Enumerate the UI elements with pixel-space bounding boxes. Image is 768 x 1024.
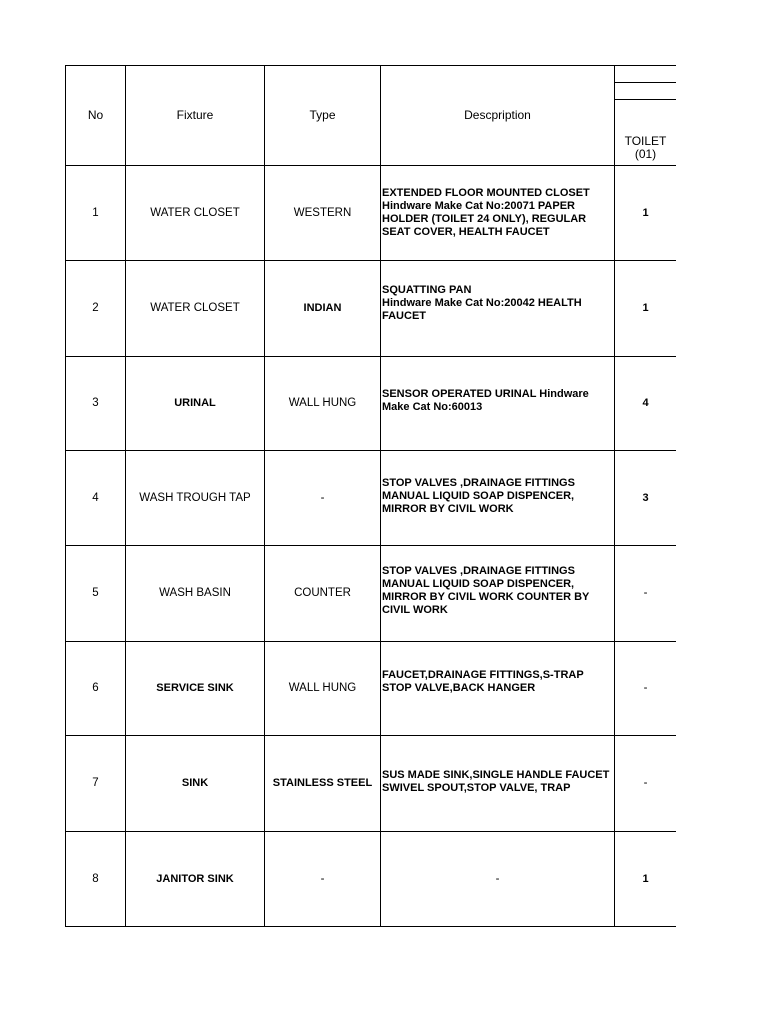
column-divider	[380, 65, 381, 927]
header-subline-2	[615, 99, 676, 100]
table-border-bottom	[65, 926, 676, 927]
row-4-type: -	[320, 491, 325, 504]
row-6-description: FAUCET,DRAINAGE FITTINGS,S-TRAP STOP VALVE,BACK HANGER	[382, 669, 584, 694]
row-2-description: SQUATTING PAN Hindware Make Cat No:20042 HEALTH FAUCET	[382, 283, 582, 322]
row-5-toilet-qty: -	[643, 587, 648, 599]
row-3-type: WALL HUNG	[288, 397, 357, 409]
row-2-fixture: WATER CLOSET	[150, 302, 240, 314]
row-8-type: -	[320, 872, 325, 885]
row-1-toilet-qty: 1	[642, 206, 649, 219]
row-3-no: 3	[92, 397, 99, 409]
row-7-type: STAINLESS STEEL	[272, 777, 373, 789]
row-6-type: WALL HUNG	[288, 682, 357, 694]
row-2-no: 2	[92, 302, 99, 314]
header-type: Type	[309, 108, 336, 122]
row-1-no: 1	[92, 206, 99, 219]
header-subline-1	[615, 82, 676, 83]
row-4-description: STOP VALVES ,DRAINAGE FITTINGS MANUAL LIQUID SOAP DISPENCER, MIRROR BY CIVIL WORK	[382, 476, 575, 515]
row-3-description: SENSOR OPERATED URINAL Hindware Make Cat No:60013	[382, 388, 589, 413]
row-4-toilet-qty: 3	[642, 491, 649, 504]
fixture-schedule-table	[65, 65, 676, 927]
row-1-type: WESTERN	[293, 206, 352, 219]
row-2-type: INDIAN	[303, 302, 342, 314]
header-no: No	[87, 108, 104, 122]
row-1-fixture: WATER CLOSET	[150, 206, 240, 219]
row-5-type: COUNTER	[294, 587, 351, 599]
header-toilet: TOILET (01)	[624, 134, 667, 161]
row-2-toilet-qty: 1	[642, 302, 649, 314]
row-7-fixture: SINK	[181, 777, 209, 789]
header-description: Descpription	[464, 108, 531, 122]
row-3-fixture: URINAL	[174, 397, 216, 409]
row-8-no: 8	[92, 872, 99, 885]
row-7-no: 7	[92, 777, 99, 789]
row-4-no: 4	[92, 491, 99, 504]
row-5-no: 5	[92, 587, 99, 599]
row-8-fixture: JANITOR SINK	[156, 872, 234, 885]
row-7-description: SUS MADE SINK,SINGLE HANDLE FAUCET SWIVEL SPOUT,STOP VALVE, TRAP	[382, 769, 610, 794]
row-3-toilet-qty: 4	[642, 397, 649, 409]
row-6-toilet-qty: -	[643, 682, 648, 694]
row-5-description: STOP VALVES ,DRAINAGE FITTINGS MANUAL LIQUID SOAP DISPENCER, MIRROR BY CIVIL WORK COUNTER BY CIVIL WORK	[382, 565, 590, 616]
row-8-toilet-qty: 1	[642, 872, 649, 885]
row-6-fixture: SERVICE SINK	[156, 682, 234, 694]
row-5-fixture: WASH BASIN	[159, 587, 231, 599]
row-6-no: 6	[92, 682, 99, 694]
row-1-description: EXTENDED FLOOR MOUNTED CLOSET Hindware Make Cat No:20071 PAPER HOLDER (TOILET 24 ONLY), REGULAR SEAT COVER, HEALTH FAUCET	[382, 187, 590, 238]
row-8-description: -	[495, 872, 500, 885]
row-7-toilet-qty: -	[643, 777, 648, 789]
row-4-fixture: WASH TROUGH TAP	[139, 491, 251, 504]
header-fixture: Fixture	[176, 108, 214, 122]
